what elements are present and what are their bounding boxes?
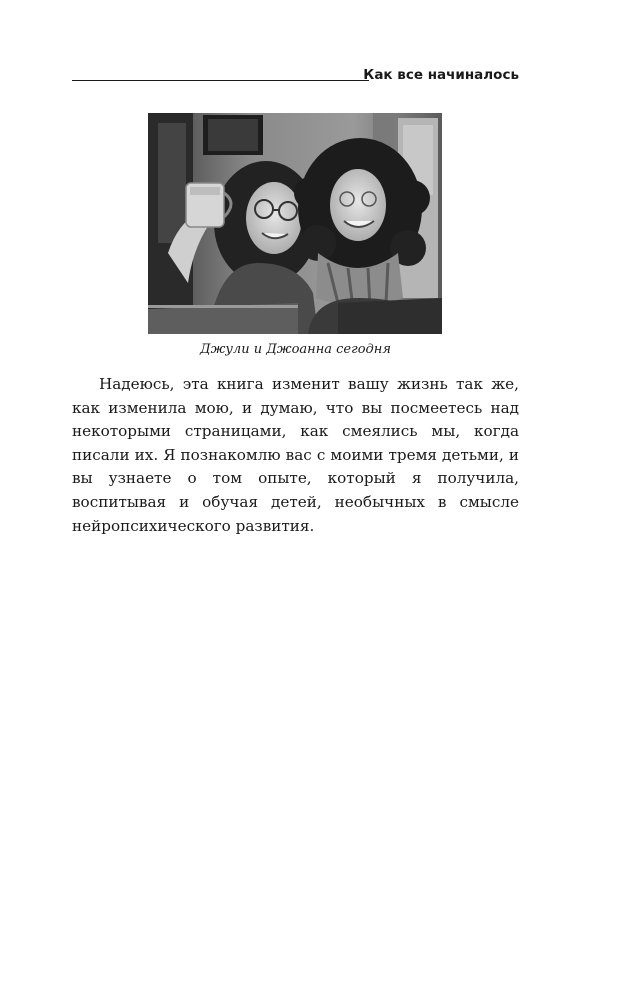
header-rule — [72, 80, 369, 81]
photo — [148, 113, 442, 334]
running-title: Как все начиналось — [363, 67, 519, 83]
photo-illustration — [148, 113, 442, 334]
photo-caption: Джули и Джоанна сегодня — [200, 342, 391, 357]
body-paragraph: Надеюсь, эта книга изменит вашу жизнь так же, как изменила мою, и думаю, что вы посмеетесь над некоторыми страницами, как смеялись мы, когда писали их. Я познакомлю вас с моими тремя детьми, и вы узнаете о том опыте, который я получила, воспитывая и обучая детей, необычных в смысле нейропсихического развития. — [72, 375, 519, 535]
running-header — [72, 66, 519, 86]
